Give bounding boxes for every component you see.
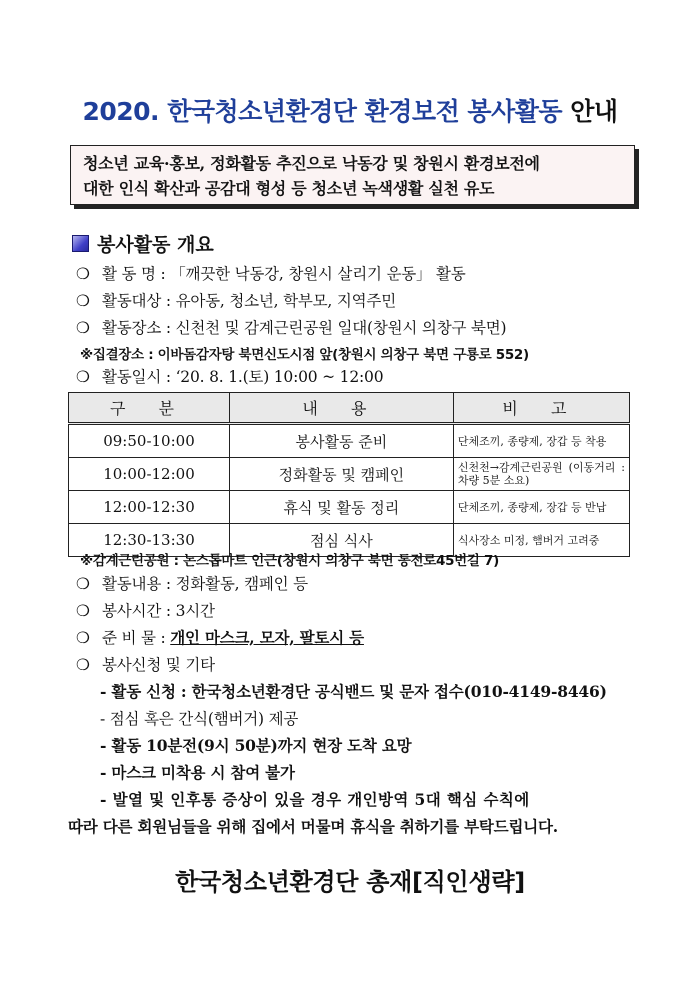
- table-row: 10:00-12:00 정화활동 및 캠페인 신천천→감계근린공원 (이동거리 : 차량 5분 소요): [69, 458, 630, 491]
- purpose-line-2: 대한 인식 확산과 공감대 형성 등 청소년 녹색생활 실천 유도: [83, 179, 495, 198]
- overview-item: ❍ 활동장소 : 신천천 및 감계근린공원 일대(창원시 의창구 북면): [76, 319, 507, 337]
- col-header-time: 구 분: [69, 393, 230, 424]
- fever-info-1: - 발열 및 인후통 증상이 있을 경우 개인방역 5대 핵심 수칙에: [100, 790, 530, 809]
- park-location-note: ※감계근린공원 : 논스톱마트 인근(창원시 의창구 북면 동전로45번길 7): [80, 553, 500, 569]
- date-line: ❍ 활동일시 : ‘20. 8. 1.(토) 10:00 ~ 12:00: [76, 368, 384, 386]
- meeting-place-note: ※집결장소 : 이바돔감자탕 북면신도시점 앞(창원시 의창구 북면 구룡로 552): [80, 347, 529, 363]
- table-row: 12:00-12:30 휴식 및 활동 정리 단체조끼, 종량제, 장갑 등 반납: [69, 491, 630, 524]
- overview-item: ❍ 활 동 명 : 「깨끗한 낙동강, 창원시 살리기 운동」 활동: [76, 265, 466, 283]
- title-main: 2020. 한국청소년환경단 환경보전 봉사활동: [82, 97, 563, 126]
- circle-bullet-icon: ❍: [76, 368, 90, 386]
- closing-signature: 한국청소년환경단 총재[직인생략]: [175, 868, 525, 896]
- page-title: [0, 92, 700, 128]
- lunch-info: - 점심 혹은 간식(햄버거) 제공: [100, 710, 299, 728]
- schedule-table: [68, 392, 630, 557]
- mask-info: - 마스크 미착용 시 참여 불가: [100, 763, 295, 782]
- circle-bullet-icon: ❍: [76, 575, 90, 593]
- detail-supplies: ❍ 준 비 물 : 개인 마스크, 모자, 팔토시 등: [76, 628, 364, 647]
- purpose-line-1: 청소년 교육·홍보, 정화활동 추진으로 낙동강 및 창원시 환경보전에: [83, 154, 540, 173]
- detail-hours: ❍ 봉사시간 : 3시간: [76, 602, 215, 620]
- circle-bullet-icon: ❍: [76, 265, 90, 283]
- col-header-content: 내 용: [229, 393, 453, 424]
- section-heading-text: 봉사활동 개요: [97, 234, 214, 256]
- circle-bullet-icon: ❍: [76, 292, 90, 310]
- square-bullet-icon: [72, 235, 89, 252]
- supplies-value: 개인 마스크, 모자, 팔토시 등: [170, 628, 364, 647]
- circle-bullet-icon: ❍: [76, 602, 90, 620]
- apply-info: - 활동 신청 : 한국청소년환경단 공식밴드 및 문자 접수(010-4149-8446): [100, 682, 607, 701]
- title-suffix: 안내: [570, 97, 618, 126]
- overview-item: ❍ 활동대상 : 유아동, 청소년, 학부모, 지역주민: [76, 292, 396, 310]
- fever-info-2: 따라 다른 회원님들을 위해 집에서 머물며 휴식을 취하기를 부탁드립니다.: [68, 817, 558, 836]
- table-row: 09:50-10:00 봉사활동 준비 단체조끼, 종량제, 장갑 등 착용: [69, 424, 630, 458]
- circle-bullet-icon: ❍: [76, 656, 90, 674]
- detail-apply-header: ❍ 봉사신청 및 기타: [76, 656, 215, 674]
- circle-bullet-icon: ❍: [76, 629, 90, 647]
- detail-content: ❍ 활동내용 : 정화활동, 캠페인 등: [76, 575, 308, 593]
- section-heading: [72, 230, 214, 257]
- col-header-note: 비 고: [453, 393, 629, 424]
- arrival-info: - 활동 10분전(9시 50분)까지 현장 도착 요망: [100, 736, 412, 755]
- table-row: 12:30-13:30 점심 식사 식사장소 미정, 햄버거 고려중: [69, 524, 630, 557]
- purpose-box: [70, 145, 635, 205]
- circle-bullet-icon: ❍: [76, 319, 90, 337]
